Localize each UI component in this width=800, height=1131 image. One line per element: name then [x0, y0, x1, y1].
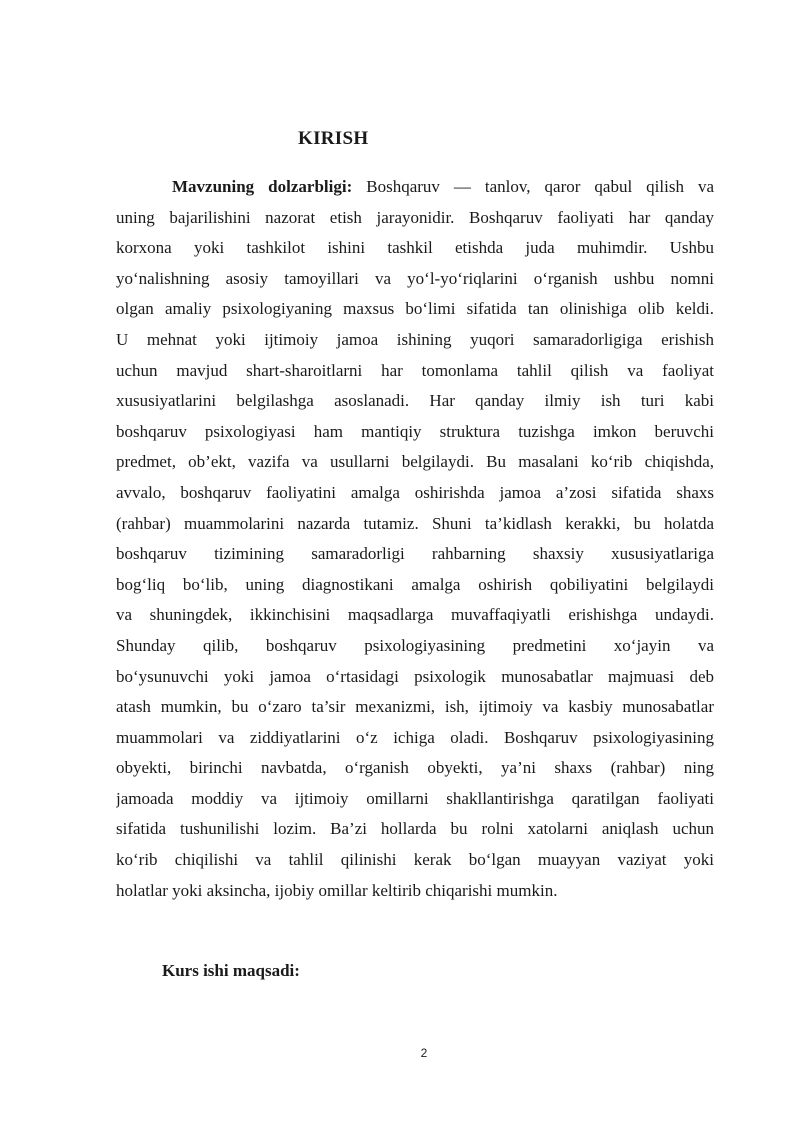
text-line: xususiyatlarini belgilashga asoslanadi. Har qanday ilmiy ish turi kabi [116, 391, 714, 411]
text-line: Shunday qilib, boshqaruv psixologiyasining predmetini xoʻjayin va [116, 635, 714, 655]
text-line: avvalo, boshqaruv faoliyatini amalga oshirishda jamoa a’zosi sifatida shaxs [116, 482, 714, 502]
text-line: koʻrib chiqilishi va tahlil qilinishi kerak boʻlgan muayyan vaziyat yoki [116, 850, 714, 870]
text-line: uning bajarilishini nazorat etish jarayonidir. Boshqaruv faoliyati har qanday [116, 207, 714, 227]
text-line: jamoada moddiy va ijtimoiy omillarni shakllantirishga qaratilgan faoliyati [116, 788, 714, 808]
text-line: holatlar yoki aksincha, ijobiy omillar keltirib chiqarishi mumkin. [116, 880, 558, 900]
text-line: muammolari va ziddiyatlarini oʻz ichiga oladi. Boshqaruv psixologiyasining [116, 727, 714, 747]
text-line: Mavzuning dolzarbligi: Boshqaruv — tanlov, qaror qabul qilish va [172, 177, 714, 196]
lead-label: Mavzuning dolzarbligi: [172, 177, 353, 196]
text-line: korxona yoki tashkilot ishini tashkil etishda juda muhimdir. Ushbu [116, 238, 714, 258]
text-line: (rahbar) muammolarini nazarda tutamiz. Shuni ta’kidlash kerakki, bu holatda [116, 513, 714, 533]
text-line: olgan amaliy psixologiyaning maxsus boʻlimi sifatida tan olinishiga olib keldi. [116, 299, 714, 319]
text-line: boshqaruv tizimining samaradorligi rahbarning shaxsiy xususiyatlariga [116, 544, 714, 564]
text-line: yoʻnalishning asosiy tamoyillari va yoʻl-yoʻriqlarini oʻrganish ushbu nomni [116, 268, 714, 288]
text-line: boʻysunuvchi yoki jamoa oʻrtasidagi psixologik munosabatlar majmuasi deb [116, 666, 714, 686]
text-line: uchun mavjud shart-sharoitlarni har tomonlama tahlil qilish va faoliyat [116, 360, 714, 380]
subsection-heading: Kurs ishi maqsadi: [162, 961, 300, 980]
text-line: obyekti, birinchi navbatda, oʻrganish obyekti, ya’ni shaxs (rahbar) ning [116, 758, 714, 778]
text-line: va shuningdek, ikkinchisini maqsadlarga muvaffaqiyatli erishishga undaydi. [116, 605, 714, 625]
text-line: bogʻliq boʻlib, uning diagnostikani amalga oshirish qobiliyatini belgilaydi [116, 574, 714, 594]
text-line: predmet, ob’ekt, vazifa va usullarni belgilaydi. Bu masalani koʻrib chiqishda, [116, 452, 714, 472]
text-line: boshqaruv psixologiyasi ham mantiqiy struktura tuzishga imkon beruvchi [116, 421, 714, 441]
text-line: sifatida tushunilishi lozim. Ba’zi hollarda bu rolni xatolarni aniqlash uchun [116, 819, 714, 839]
text-line: atash mumkin, bu oʻzaro ta’sir mexanizmi, ish, ijtimoiy va kasbiy munosabatlar [116, 697, 714, 717]
text-line: U mehnat yoki ijtimoiy jamoa ishining yuqori samaradorligiga erishish [116, 329, 714, 349]
body-paragraph [116, 172, 714, 906]
section-heading: KIRISH [298, 128, 369, 149]
page-number: 2 [420, 1046, 428, 1060]
